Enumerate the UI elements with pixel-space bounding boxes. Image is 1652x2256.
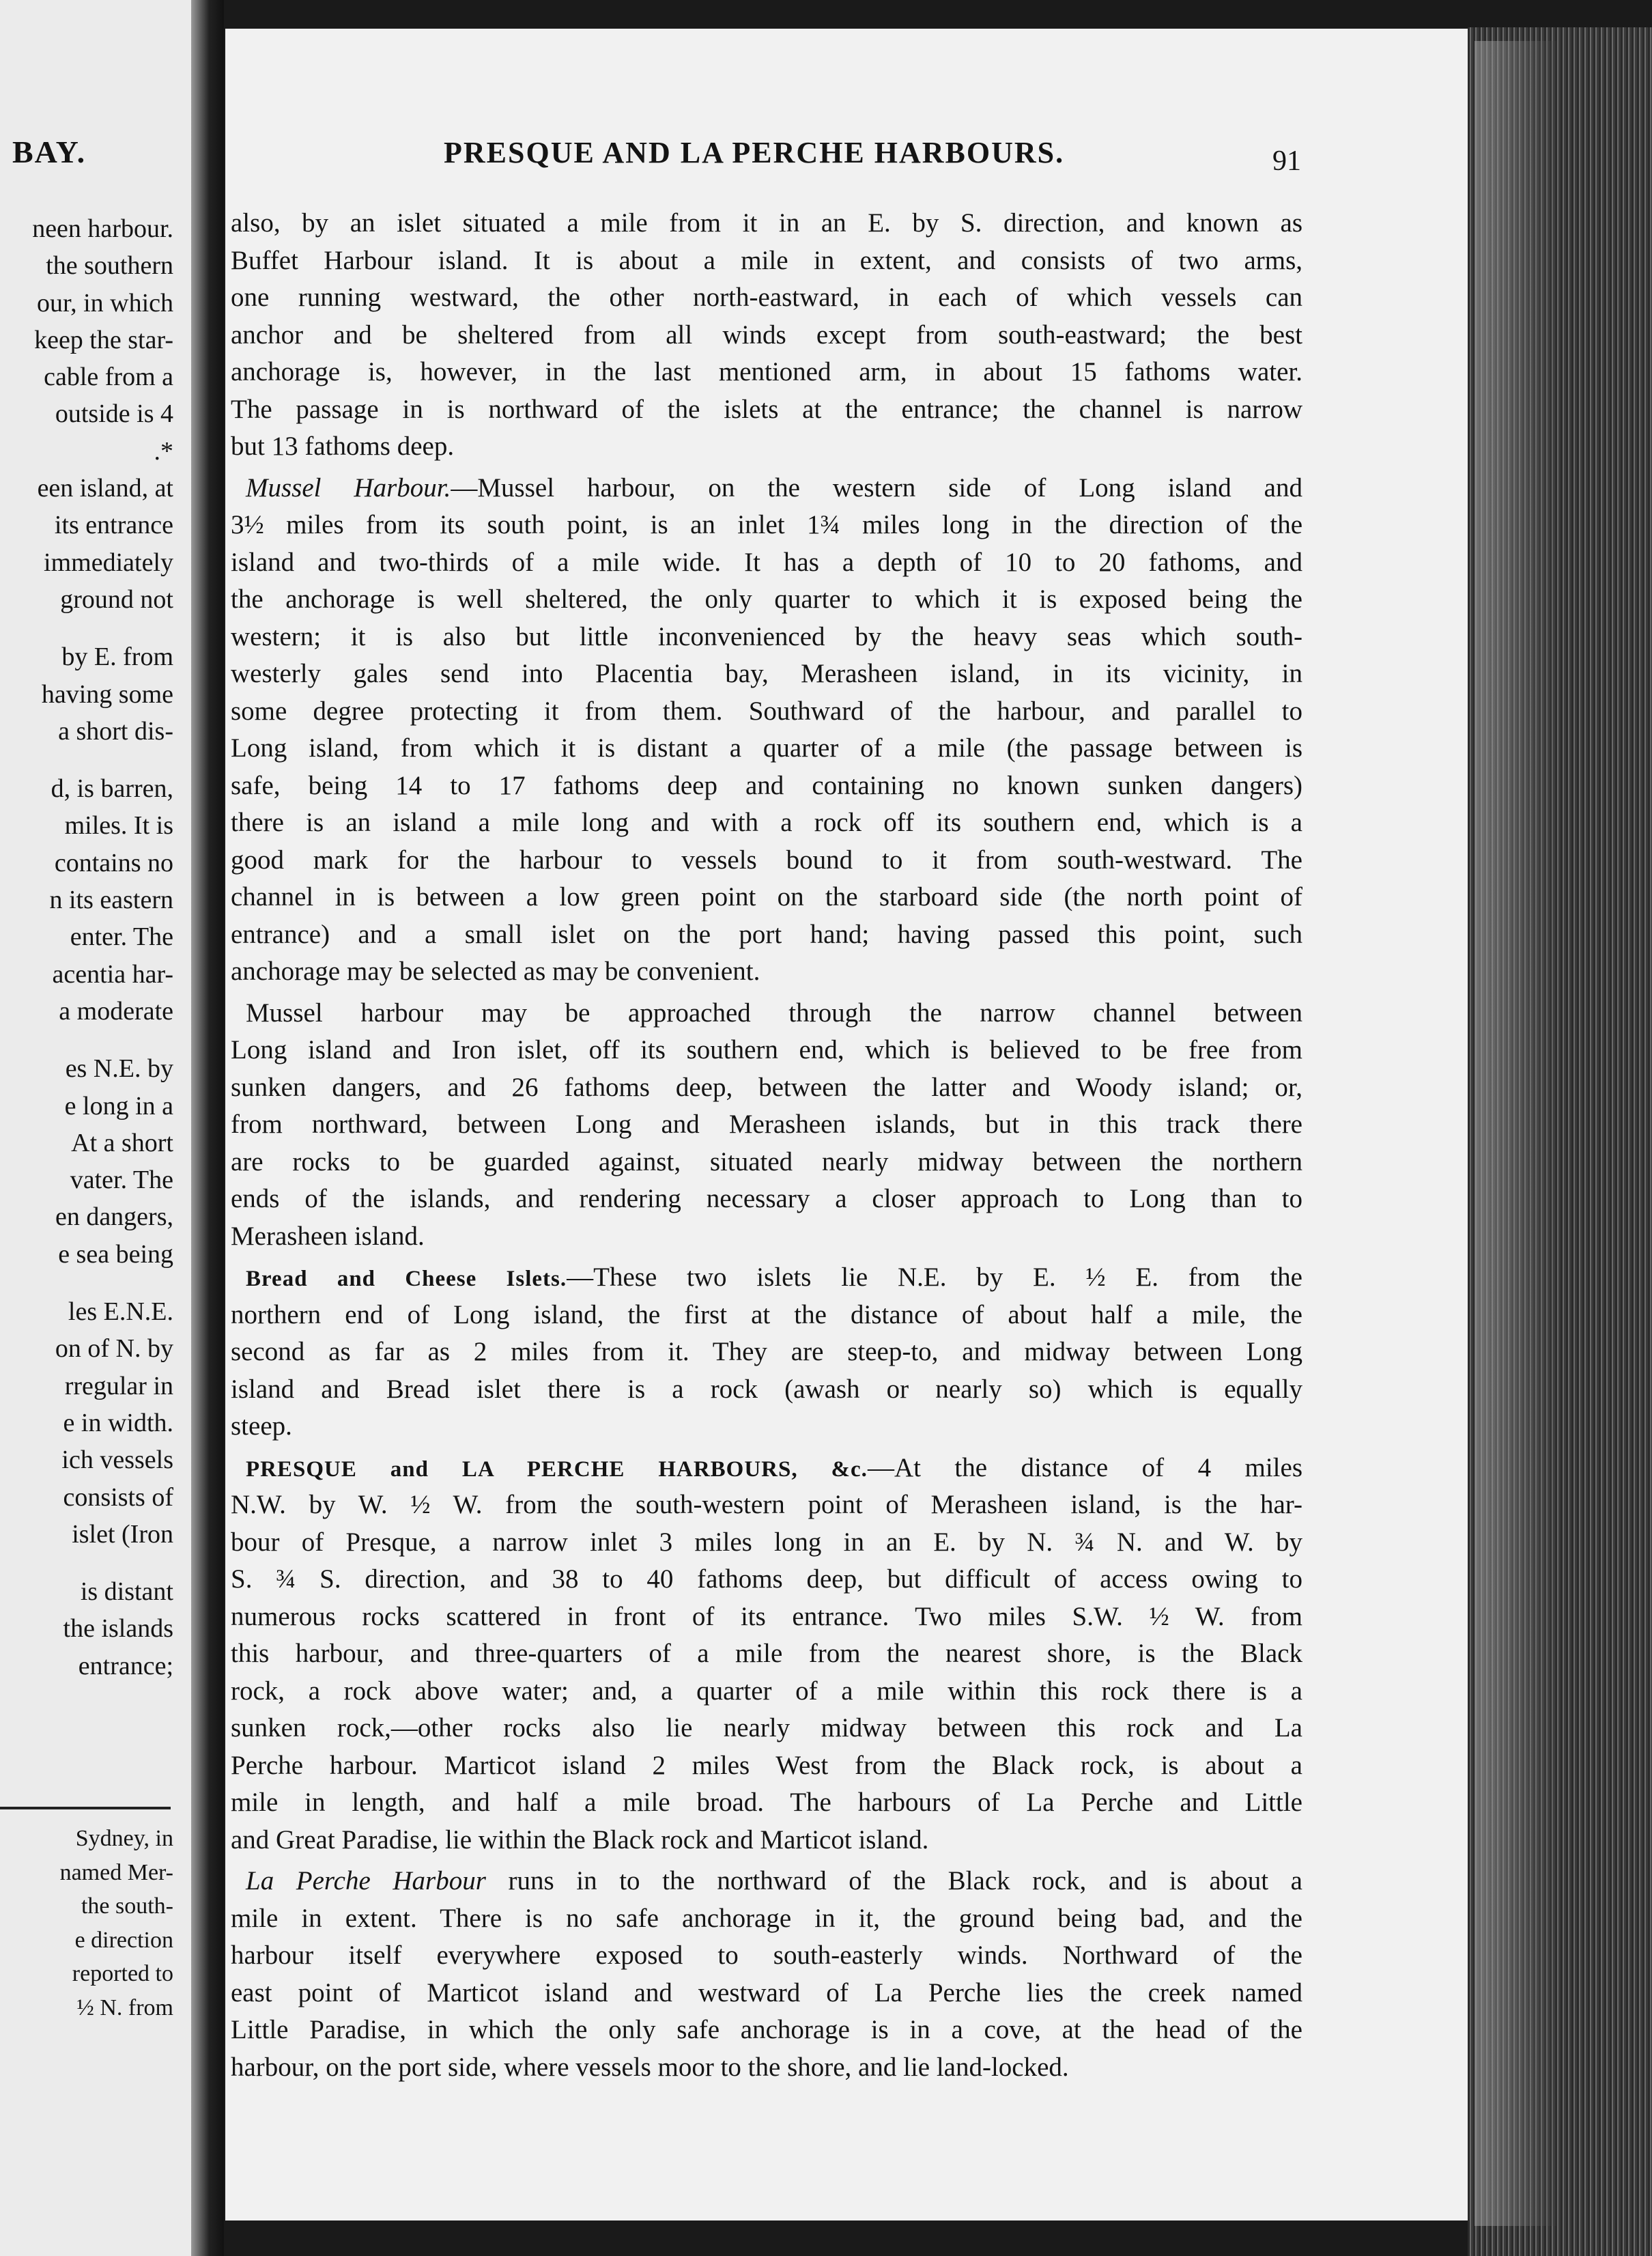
left-page-line: its entrance bbox=[54, 511, 173, 540]
left-page-line: immediately bbox=[44, 548, 173, 577]
text-line: The passage in is northward of the islets at the entrance; the channel is narrow bbox=[231, 394, 1302, 424]
paragraph bbox=[231, 470, 1302, 991]
left-page-line: es N.E. by bbox=[65, 1054, 173, 1084]
text-line-rest: —At the distance of 4 miles bbox=[867, 1452, 1303, 1482]
left-page-line: consists of bbox=[63, 1482, 173, 1512]
left-page-gap bbox=[0, 1273, 173, 1293]
paragraph-lead-title: La Perche Harbour bbox=[246, 1866, 486, 1895]
text-line: N.W. by W. ½ W. from the south-western point of Merasheen island, is the har- bbox=[231, 1490, 1302, 1519]
text-line: rock, a rock above water; and, a quarter of a mile within this rock there is a bbox=[231, 1676, 1302, 1706]
left-page-line: a moderate bbox=[59, 996, 173, 1026]
text-line bbox=[231, 1450, 1302, 1487]
text-line: good mark for the harbour to vessels bound to it from south-westward. The bbox=[231, 845, 1302, 875]
left-page-line: cable from a bbox=[44, 363, 173, 392]
paragraph bbox=[231, 1450, 1302, 1859]
section-heading: PRESQUE and LA PERCHE HARBOURS, &c. bbox=[246, 1456, 868, 1482]
text-line: ends of the islands, and rendering necessary a closer approach to Long than to bbox=[231, 1184, 1302, 1213]
left-page-line: our, in which bbox=[36, 288, 173, 318]
text-line: bour of Presque, a narrow inlet 3 miles long in an E. by N. ¾ N. and W. by bbox=[231, 1527, 1302, 1557]
text-line: the anchorage is well sheltered, the only quarter to which it is exposed being the bbox=[231, 584, 1302, 614]
text-line: this harbour, and three-quarters of a mile from the nearest shore, is the Black bbox=[231, 1639, 1302, 1668]
text-line: second as far as 2 miles from it. They are steep-to, and midway between Long bbox=[231, 1337, 1302, 1366]
left-page-line: acentia har- bbox=[52, 959, 173, 989]
left-footnote-line: ½ N. from bbox=[76, 1994, 173, 2020]
text-line: 3½ miles from its south point, is an inlet 1¾ miles long in the direction of the bbox=[231, 510, 1302, 539]
text-line: westerly gales send into Placentia bay, Merasheen island, in its vicinity, in bbox=[231, 659, 1302, 688]
left-page-gap bbox=[0, 1030, 173, 1050]
left-page-line: the islands bbox=[63, 1614, 173, 1644]
left-page-text bbox=[0, 210, 173, 1684]
left-page-line: n its eastern bbox=[49, 886, 173, 915]
left-page-line: e sea being bbox=[58, 1239, 173, 1269]
text-line: Long island, from which it is distant a quarter of a mile (the passage between is bbox=[231, 733, 1302, 763]
page-running-head: PRESQUE AND LA PERCHE HARBOURS. bbox=[444, 136, 1065, 169]
left-page-footnote bbox=[0, 1822, 173, 2025]
text-line: island and Bread islet there is a rock (awash or nearly so) which is equally bbox=[231, 1374, 1302, 1404]
left-page-gap bbox=[0, 750, 173, 770]
text-line: also, by an islet situated a mile from it in an E. by S. direction, and known as bbox=[231, 208, 1302, 238]
left-page-line: .* bbox=[154, 436, 173, 466]
text-line: Merasheen island. bbox=[231, 1221, 425, 1251]
text-line: mile in extent. There is no safe anchorage in it, the ground being bad, and the bbox=[231, 1903, 1302, 1933]
text-line: one running westward, the other north-eastward, in each of which vessels can bbox=[231, 283, 1302, 312]
text-line: anchorage may be selected as may be convenient. bbox=[231, 957, 760, 986]
left-page-line: rregular in bbox=[64, 1371, 173, 1400]
text-line: anchor and be sheltered from all winds except from south-eastward; the best bbox=[231, 320, 1302, 350]
left-page-line: keep the star- bbox=[34, 325, 173, 354]
left-running-head: BAY. bbox=[12, 135, 87, 169]
left-footnote-line: Sydney, in bbox=[75, 1826, 173, 1851]
left-page-line: enter. The bbox=[70, 922, 173, 952]
text-line-rest: runs in to the northward of the Black rock, and is about a bbox=[485, 1866, 1302, 1895]
section-heading: Bread and Cheese Islets. bbox=[246, 1267, 567, 1291]
text-line bbox=[231, 1259, 1302, 1297]
text-line: Mussel harbour may be approached through the narrow channel between bbox=[246, 998, 1302, 1028]
text-line-rest: —Mussel harbour, on the western side of Long island and bbox=[451, 473, 1302, 503]
left-page-gap bbox=[0, 1553, 173, 1573]
text-line: some degree protecting it from them. Southward of the harbour, and parallel to bbox=[231, 696, 1302, 726]
left-page-line: having some bbox=[41, 679, 173, 709]
paragraph bbox=[231, 1259, 1302, 1446]
left-page-line: contains no bbox=[54, 848, 173, 877]
page-number: 91 bbox=[1272, 145, 1301, 177]
text-line: northern end of Long island, the first at the distance of about half a mile, the bbox=[231, 1299, 1302, 1329]
text-line: harbour itself everywhere exposed to south-easterly winds. Northward of the bbox=[231, 1941, 1302, 1970]
text-line: Perche harbour. Marticot island 2 miles West from the Black rock, is about a bbox=[231, 1750, 1302, 1780]
text-line: east point of Marticot island and westward of La Perche lies the creek named bbox=[231, 1977, 1302, 2007]
book-gutter bbox=[191, 0, 224, 2256]
left-page-line: neen harbour. bbox=[32, 214, 173, 243]
body-text bbox=[231, 205, 1302, 2086]
paragraph bbox=[231, 205, 1302, 466]
left-footnote-line: reported to bbox=[72, 1961, 173, 1987]
text-line: sunken rock,—other rocks also lie nearly midway between this rock and La bbox=[231, 1713, 1302, 1743]
left-page-line: e in width. bbox=[63, 1408, 173, 1437]
left-page-line: miles. It is bbox=[64, 811, 173, 841]
text-line: from northward, between Long and Merasheen islands, but in this track there bbox=[231, 1110, 1302, 1139]
left-page-line: on of N. by bbox=[55, 1334, 173, 1364]
left-page-line: the southern bbox=[46, 251, 173, 281]
left-page-line: by E. from bbox=[61, 643, 173, 672]
left-page-line: At a short bbox=[71, 1128, 173, 1157]
paragraph bbox=[231, 995, 1302, 1256]
text-line: sunken dangers, and 26 fathoms deep, between the latter and Woody island; or, bbox=[231, 1072, 1302, 1102]
text-line: mile in length, and half a mile broad. The harbours of La Perche and Little bbox=[231, 1788, 1302, 1817]
left-page-line: d, is barren, bbox=[51, 774, 173, 804]
text-line: safe, being 14 to 17 fathoms deep and containing no known sunken dangers) bbox=[231, 770, 1302, 800]
text-line: Long island and Iron islet, off its southern end, which is believed to be free from bbox=[231, 1035, 1302, 1064]
left-page-line: entrance; bbox=[78, 1651, 173, 1680]
text-line: S. ¾ S. direction, and 38 to 40 fathoms deep, but difficult of access owing to bbox=[231, 1564, 1302, 1594]
left-page-line: een island, at bbox=[37, 474, 173, 503]
left-page-line: vater. The bbox=[70, 1166, 173, 1195]
left-page-gap bbox=[0, 618, 173, 638]
paragraph-lead-title: Mussel Harbour. bbox=[246, 473, 451, 503]
text-line: island and two-thirds of a mile wide. It has a depth of 10 to 20 fathoms, and bbox=[231, 547, 1302, 577]
text-line bbox=[231, 1863, 1302, 1900]
text-line bbox=[231, 470, 1302, 507]
footnote-rule bbox=[0, 1807, 171, 1809]
paragraph bbox=[231, 1863, 1302, 2086]
text-line-rest: —These two islets lie N.E. by E. ½ E. from the bbox=[567, 1263, 1302, 1292]
left-page-line: islet (Iron bbox=[72, 1519, 173, 1549]
left-page-line: e long in a bbox=[64, 1091, 173, 1120]
text-line: entrance) and a small islet on the port hand; having passed this point, such bbox=[231, 919, 1302, 949]
left-page-line: les E.N.E. bbox=[68, 1297, 173, 1327]
text-line: western; it is also but little inconvenienced by the heavy seas which south- bbox=[231, 621, 1302, 651]
left-page-line: a short dis- bbox=[58, 716, 173, 746]
text-line: channel in is between a low green point on the starboard side (the north point of bbox=[231, 882, 1302, 912]
left-footnote-line: named Mer- bbox=[59, 1859, 173, 1885]
left-page-line: outside is 4 bbox=[55, 399, 173, 429]
left-page-line: is distant bbox=[80, 1577, 173, 1607]
text-line: Little Paradise, in which the only safe anchorage is in a cove, at the head of the bbox=[231, 2015, 1302, 2044]
page-edge-highlight bbox=[1475, 41, 1556, 2226]
text-line: anchorage is, however, in the last mentioned arm, in about 15 fathoms water. bbox=[231, 357, 1302, 386]
text-line: Buffet Harbour island. It is about a mile in extent, and consists of two arms, bbox=[231, 245, 1302, 275]
text-line: and Great Paradise, lie within the Black rock and Marticot island. bbox=[231, 1824, 929, 1855]
left-footnote-line: e direction bbox=[74, 1927, 173, 1953]
left-page-line: en dangers, bbox=[55, 1202, 173, 1232]
left-facing-page bbox=[0, 0, 205, 2256]
left-page-line: ich vessels bbox=[61, 1446, 173, 1475]
text-line: numerous rocks scattered in front of its entrance. Two miles S.W. ½ W. from bbox=[231, 1601, 1302, 1631]
text-line: steep. bbox=[231, 1411, 292, 1441]
text-line: there is an island a mile long and with a rock off its southern end, which is a bbox=[231, 808, 1302, 837]
text-line: but 13 fathoms deep. bbox=[231, 432, 455, 461]
left-page-line: ground not bbox=[60, 584, 173, 614]
text-line: harbour, on the port side, where vessels moor to the shore, and lie land-locked. bbox=[231, 2052, 1069, 2082]
text-line: are rocks to be guarded against, situated nearly midway between the northern bbox=[231, 1146, 1302, 1176]
left-footnote-line: the south- bbox=[81, 1893, 173, 1919]
